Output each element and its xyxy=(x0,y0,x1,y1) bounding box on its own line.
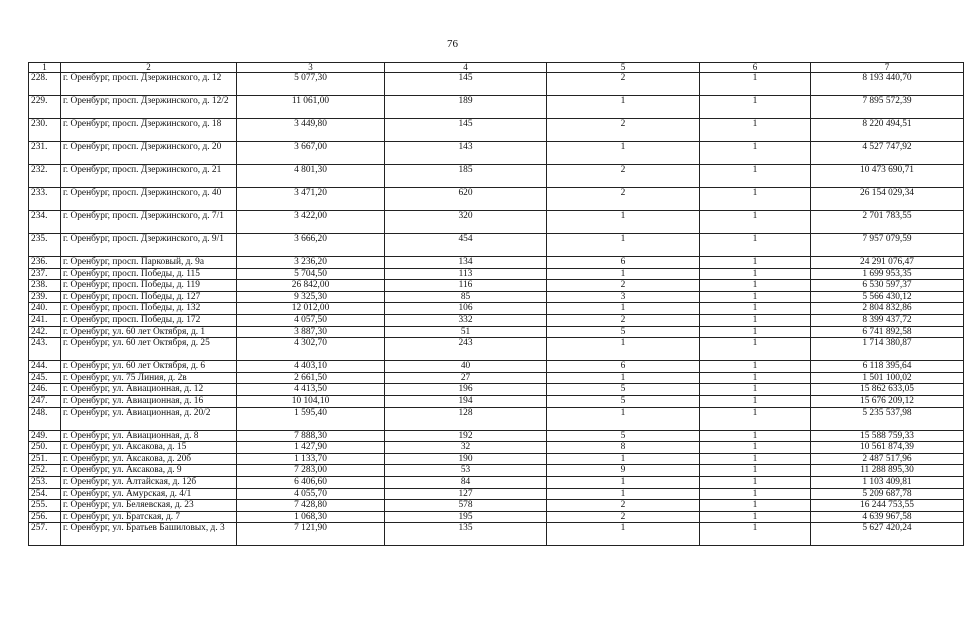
table-row xyxy=(29,234,964,257)
area-cell: 7 428,80 xyxy=(237,500,385,512)
row-number-cell: 232. xyxy=(29,165,61,188)
amount-cell: 2 701 783,55 xyxy=(811,211,964,234)
col-6-value-cell: 1 xyxy=(700,361,811,373)
area-cell: 11 061,00 xyxy=(237,96,385,119)
row-number-cell: 230. xyxy=(29,119,61,142)
address-cell: г. Оренбург, ул. Братская, д. 7 xyxy=(61,511,237,523)
col-5-value-cell: 2 xyxy=(547,188,700,211)
col-6-value-cell: 1 xyxy=(700,291,811,303)
amount-cell: 15 862 633,05 xyxy=(811,384,964,396)
header-cell-7: 7 xyxy=(811,63,964,73)
amount-cell: 2 804 832,86 xyxy=(811,303,964,315)
amount-cell: 7 957 079,59 xyxy=(811,234,964,257)
address-cell: г. Оренбург, просп. Дзержинского, д. 9/1 xyxy=(61,234,237,257)
table-row xyxy=(29,476,964,488)
area-cell: 1 133,70 xyxy=(237,453,385,465)
col-6-value-cell: 1 xyxy=(700,442,811,454)
amount-cell: 5 235 537,98 xyxy=(811,407,964,430)
table-row xyxy=(29,280,964,292)
header-cell-2: 2 xyxy=(61,63,237,73)
residents-cell: 27 xyxy=(385,372,547,384)
amount-cell: 6 118 395,64 xyxy=(811,361,964,373)
col-5-value-cell: 6 xyxy=(547,361,700,373)
residents-cell: 127 xyxy=(385,488,547,500)
area-cell: 9 325,30 xyxy=(237,291,385,303)
amount-cell: 15 588 759,33 xyxy=(811,430,964,442)
table-row xyxy=(29,442,964,454)
address-cell: г. Оренбург, просп. Победы, д. 132 xyxy=(61,303,237,315)
residents-cell: 185 xyxy=(385,165,547,188)
row-number-cell: 254. xyxy=(29,488,61,500)
area-cell: 4 055,70 xyxy=(237,488,385,500)
row-number-cell: 237. xyxy=(29,268,61,280)
row-number-cell: 242. xyxy=(29,326,61,338)
address-cell: г. Оренбург, просп. Победы, д. 172 xyxy=(61,314,237,326)
address-cell: г. Оренбург, ул. Аксакова, д. 9 xyxy=(61,465,237,477)
residents-cell: 332 xyxy=(385,314,547,326)
residents-cell: 113 xyxy=(385,268,547,280)
row-number-cell: 256. xyxy=(29,511,61,523)
address-cell: г. Оренбург, ул. Авиационная, д. 8 xyxy=(61,430,237,442)
area-cell: 7 121,90 xyxy=(237,523,385,546)
col-5-value-cell: 1 xyxy=(547,407,700,430)
residents-cell: 128 xyxy=(385,407,547,430)
amount-cell: 1 103 409,81 xyxy=(811,476,964,488)
col-5-value-cell: 3 xyxy=(547,291,700,303)
address-cell: г. Оренбург, просп. Дзержинского, д. 18 xyxy=(61,119,237,142)
table-row xyxy=(29,453,964,465)
residents-cell: 620 xyxy=(385,188,547,211)
area-cell: 3 887,30 xyxy=(237,326,385,338)
row-number-cell: 253. xyxy=(29,476,61,488)
row-number-cell: 231. xyxy=(29,142,61,165)
area-cell: 4 801,30 xyxy=(237,165,385,188)
area-cell: 26 842,00 xyxy=(237,280,385,292)
area-cell: 6 406,60 xyxy=(237,476,385,488)
amount-cell: 5 566 430,12 xyxy=(811,291,964,303)
col-6-value-cell: 1 xyxy=(700,338,811,361)
col-5-value-cell: 1 xyxy=(547,488,700,500)
amount-cell: 2 487 517,96 xyxy=(811,453,964,465)
col-6-value-cell: 1 xyxy=(700,488,811,500)
table-row xyxy=(29,523,964,546)
address-cell: г. Оренбург, ул. Братьев Башиловых, д. 3 xyxy=(61,523,237,546)
address-cell: г. Оренбург, ул. 60 лет Октября, д. 25 xyxy=(61,338,237,361)
col-5-value-cell: 8 xyxy=(547,442,700,454)
col-5-value-cell: 1 xyxy=(547,211,700,234)
table-row xyxy=(29,500,964,512)
row-number-cell: 245. xyxy=(29,372,61,384)
col-6-value-cell: 1 xyxy=(700,511,811,523)
row-number-cell: 243. xyxy=(29,338,61,361)
row-number-cell: 241. xyxy=(29,314,61,326)
address-cell: г. Оренбург, ул. 60 лет Октября, д. 1 xyxy=(61,326,237,338)
area-cell: 1 068,30 xyxy=(237,511,385,523)
col-6-value-cell: 1 xyxy=(700,476,811,488)
residents-cell: 320 xyxy=(385,211,547,234)
col-6-value-cell: 1 xyxy=(700,165,811,188)
address-cell: г. Оренбург, ул. Аксакова, д. 20б xyxy=(61,453,237,465)
row-number-cell: 255. xyxy=(29,500,61,512)
col-5-value-cell: 6 xyxy=(547,257,700,269)
amount-cell: 10 561 874,39 xyxy=(811,442,964,454)
table-row xyxy=(29,326,964,338)
area-cell: 5 077,30 xyxy=(237,73,385,96)
table-row xyxy=(29,407,964,430)
row-number-cell: 251. xyxy=(29,453,61,465)
table-row xyxy=(29,430,964,442)
page-number: 76 xyxy=(447,38,458,50)
residents-cell: 116 xyxy=(385,280,547,292)
table-row xyxy=(29,73,964,96)
area-cell: 3 471,20 xyxy=(237,188,385,211)
col-5-value-cell: 1 xyxy=(547,476,700,488)
residents-cell: 145 xyxy=(385,73,547,96)
area-cell: 3 449,80 xyxy=(237,119,385,142)
table-row xyxy=(29,257,964,269)
col-6-value-cell: 1 xyxy=(700,73,811,96)
amount-cell: 16 244 753,55 xyxy=(811,500,964,512)
residents-cell: 145 xyxy=(385,119,547,142)
residents-cell: 134 xyxy=(385,257,547,269)
col-6-value-cell: 1 xyxy=(700,407,811,430)
residents-cell: 189 xyxy=(385,96,547,119)
col-6-value-cell: 1 xyxy=(700,384,811,396)
area-cell: 3 236,20 xyxy=(237,257,385,269)
col-6-value-cell: 1 xyxy=(700,268,811,280)
row-number-cell: 246. xyxy=(29,384,61,396)
col-6-value-cell: 1 xyxy=(700,430,811,442)
row-number-cell: 235. xyxy=(29,234,61,257)
row-number-cell: 252. xyxy=(29,465,61,477)
col-5-value-cell: 5 xyxy=(547,395,700,407)
col-5-value-cell: 1 xyxy=(547,234,700,257)
col-5-value-cell: 1 xyxy=(547,372,700,384)
col-6-value-cell: 1 xyxy=(700,465,811,477)
area-cell: 10 104,10 xyxy=(237,395,385,407)
area-cell: 4 057,50 xyxy=(237,314,385,326)
amount-cell: 11 288 895,30 xyxy=(811,465,964,477)
row-number-cell: 249. xyxy=(29,430,61,442)
table-row xyxy=(29,303,964,315)
table-row xyxy=(29,395,964,407)
col-6-value-cell: 1 xyxy=(700,314,811,326)
residents-cell: 192 xyxy=(385,430,547,442)
address-cell: г. Оренбург, ул. Авиационная, д. 12 xyxy=(61,384,237,396)
table-row xyxy=(29,268,964,280)
address-cell: г. Оренбург, просп. Парковый, д. 9а xyxy=(61,257,237,269)
col-6-value-cell: 1 xyxy=(700,395,811,407)
area-cell: 3 422,00 xyxy=(237,211,385,234)
row-number-cell: 229. xyxy=(29,96,61,119)
header-cell-5: 5 xyxy=(547,63,700,73)
col-5-value-cell: 1 xyxy=(547,453,700,465)
address-cell: г. Оренбург, ул. Авиационная, д. 20/2 xyxy=(61,407,237,430)
col-5-value-cell: 5 xyxy=(547,430,700,442)
area-cell: 3 666,20 xyxy=(237,234,385,257)
residents-cell: 85 xyxy=(385,291,547,303)
col-5-value-cell: 1 xyxy=(547,303,700,315)
amount-cell: 5 627 420,24 xyxy=(811,523,964,546)
row-number-cell: 247. xyxy=(29,395,61,407)
row-number-cell: 250. xyxy=(29,442,61,454)
col-6-value-cell: 1 xyxy=(700,96,811,119)
table-row xyxy=(29,119,964,142)
area-cell: 2 661,50 xyxy=(237,372,385,384)
address-cell: г. Оренбург, просп. Дзержинского, д. 21 xyxy=(61,165,237,188)
table-row xyxy=(29,96,964,119)
table-row xyxy=(29,361,964,373)
col-5-value-cell: 2 xyxy=(547,73,700,96)
row-number-cell: 257. xyxy=(29,523,61,546)
registry-table xyxy=(28,62,964,546)
row-number-cell: 244. xyxy=(29,361,61,373)
col-6-value-cell: 1 xyxy=(700,372,811,384)
header-cell-1: 1 xyxy=(29,63,61,73)
amount-cell: 4 639 967,58 xyxy=(811,511,964,523)
residents-cell: 84 xyxy=(385,476,547,488)
col-5-value-cell: 2 xyxy=(547,314,700,326)
residents-cell: 106 xyxy=(385,303,547,315)
col-5-value-cell: 2 xyxy=(547,500,700,512)
table-row xyxy=(29,142,964,165)
col-6-value-cell: 1 xyxy=(700,326,811,338)
area-cell: 4 403,10 xyxy=(237,361,385,373)
residents-cell: 143 xyxy=(385,142,547,165)
col-6-value-cell: 1 xyxy=(700,280,811,292)
col-5-value-cell: 5 xyxy=(547,384,700,396)
address-cell: г. Оренбург, ул. 75 Линия, д. 2в xyxy=(61,372,237,384)
residents-cell: 195 xyxy=(385,511,547,523)
table-body xyxy=(29,63,964,546)
col-5-value-cell: 1 xyxy=(547,142,700,165)
residents-cell: 196 xyxy=(385,384,547,396)
area-cell: 1 427,90 xyxy=(237,442,385,454)
table-row xyxy=(29,465,964,477)
col-6-value-cell: 1 xyxy=(700,523,811,546)
col-6-value-cell: 1 xyxy=(700,453,811,465)
address-cell: г. Оренбург, просп. Победы, д. 119 xyxy=(61,280,237,292)
address-cell: г. Оренбург, ул. Амурская, д. 4/1 xyxy=(61,488,237,500)
row-number-cell: 248. xyxy=(29,407,61,430)
col-5-value-cell: 5 xyxy=(547,326,700,338)
col-5-value-cell: 2 xyxy=(547,119,700,142)
address-cell: г. Оренбург, просп. Дзержинского, д. 12/2 xyxy=(61,96,237,119)
table-row xyxy=(29,165,964,188)
residents-cell: 135 xyxy=(385,523,547,546)
row-number-cell: 234. xyxy=(29,211,61,234)
amount-cell: 8 193 440,70 xyxy=(811,73,964,96)
table-row xyxy=(29,291,964,303)
col-5-value-cell: 1 xyxy=(547,338,700,361)
amount-cell: 1 714 380,87 xyxy=(811,338,964,361)
col-6-value-cell: 1 xyxy=(700,119,811,142)
col-6-value-cell: 1 xyxy=(700,303,811,315)
col-6-value-cell: 1 xyxy=(700,234,811,257)
residents-cell: 578 xyxy=(385,500,547,512)
amount-cell: 15 676 209,12 xyxy=(811,395,964,407)
col-6-value-cell: 1 xyxy=(700,257,811,269)
col-5-value-cell: 1 xyxy=(547,96,700,119)
col-6-value-cell: 1 xyxy=(700,211,811,234)
header-cell-3: 3 xyxy=(237,63,385,73)
table-row xyxy=(29,372,964,384)
row-number-cell: 228. xyxy=(29,73,61,96)
table-row xyxy=(29,384,964,396)
area-cell: 12 012,00 xyxy=(237,303,385,315)
col-5-value-cell: 1 xyxy=(547,523,700,546)
row-number-cell: 239. xyxy=(29,291,61,303)
area-cell: 1 595,40 xyxy=(237,407,385,430)
table-row xyxy=(29,338,964,361)
address-cell: г. Оренбург, просп. Победы, д. 127 xyxy=(61,291,237,303)
amount-cell: 1 501 100,02 xyxy=(811,372,964,384)
table-row xyxy=(29,211,964,234)
address-cell: г. Оренбург, ул. 60 лет Октября, д. 6 xyxy=(61,361,237,373)
residents-cell: 51 xyxy=(385,326,547,338)
header-row xyxy=(29,63,964,73)
col-6-value-cell: 1 xyxy=(700,188,811,211)
table-row xyxy=(29,511,964,523)
amount-cell: 6 741 892,58 xyxy=(811,326,964,338)
amount-cell: 6 530 597,37 xyxy=(811,280,964,292)
amount-cell: 8 220 494,51 xyxy=(811,119,964,142)
residents-cell: 40 xyxy=(385,361,547,373)
residents-cell: 53 xyxy=(385,465,547,477)
col-6-value-cell: 1 xyxy=(700,142,811,165)
amount-cell: 24 291 076,47 xyxy=(811,257,964,269)
area-cell: 5 704,50 xyxy=(237,268,385,280)
address-cell: г. Оренбург, ул. Аксакова, д. 15 xyxy=(61,442,237,454)
address-cell: г. Оренбург, просп. Победы, д. 115 xyxy=(61,268,237,280)
amount-cell: 5 209 687,78 xyxy=(811,488,964,500)
area-cell: 7 888,30 xyxy=(237,430,385,442)
header-cell-4: 4 xyxy=(385,63,547,73)
address-cell: г. Оренбург, просп. Дзержинского, д. 7/1 xyxy=(61,211,237,234)
amount-cell: 7 895 572,39 xyxy=(811,96,964,119)
amount-cell: 1 699 953,35 xyxy=(811,268,964,280)
col-5-value-cell: 2 xyxy=(547,511,700,523)
area-cell: 4 302,70 xyxy=(237,338,385,361)
col-5-value-cell: 2 xyxy=(547,280,700,292)
row-number-cell: 233. xyxy=(29,188,61,211)
residents-cell: 32 xyxy=(385,442,547,454)
table-row xyxy=(29,488,964,500)
residents-cell: 194 xyxy=(385,395,547,407)
amount-cell: 10 473 690,71 xyxy=(811,165,964,188)
residents-cell: 243 xyxy=(385,338,547,361)
address-cell: г. Оренбург, просп. Дзержинского, д. 12 xyxy=(61,73,237,96)
col-5-value-cell: 2 xyxy=(547,165,700,188)
amount-cell: 8 399 437,72 xyxy=(811,314,964,326)
address-cell: г. Оренбург, ул. Алтайская, д. 12б xyxy=(61,476,237,488)
address-cell: г. Оренбург, ул. Беляевская, д. 23 xyxy=(61,500,237,512)
address-cell: г. Оренбург, просп. Дзержинского, д. 40 xyxy=(61,188,237,211)
area-cell: 7 283,00 xyxy=(237,465,385,477)
address-cell: г. Оренбург, просп. Дзержинского, д. 20 xyxy=(61,142,237,165)
address-cell: г. Оренбург, ул. Авиационная, д. 16 xyxy=(61,395,237,407)
residents-cell: 190 xyxy=(385,453,547,465)
residents-cell: 454 xyxy=(385,234,547,257)
col-5-value-cell: 1 xyxy=(547,268,700,280)
area-cell: 4 413,50 xyxy=(237,384,385,396)
col-6-value-cell: 1 xyxy=(700,500,811,512)
row-number-cell: 240. xyxy=(29,303,61,315)
area-cell: 3 667,00 xyxy=(237,142,385,165)
header-cell-6: 6 xyxy=(700,63,811,73)
table-row xyxy=(29,314,964,326)
amount-cell: 26 154 029,34 xyxy=(811,188,964,211)
amount-cell: 4 527 747,92 xyxy=(811,142,964,165)
col-5-value-cell: 9 xyxy=(547,465,700,477)
row-number-cell: 236. xyxy=(29,257,61,269)
row-number-cell: 238. xyxy=(29,280,61,292)
table-row xyxy=(29,188,964,211)
